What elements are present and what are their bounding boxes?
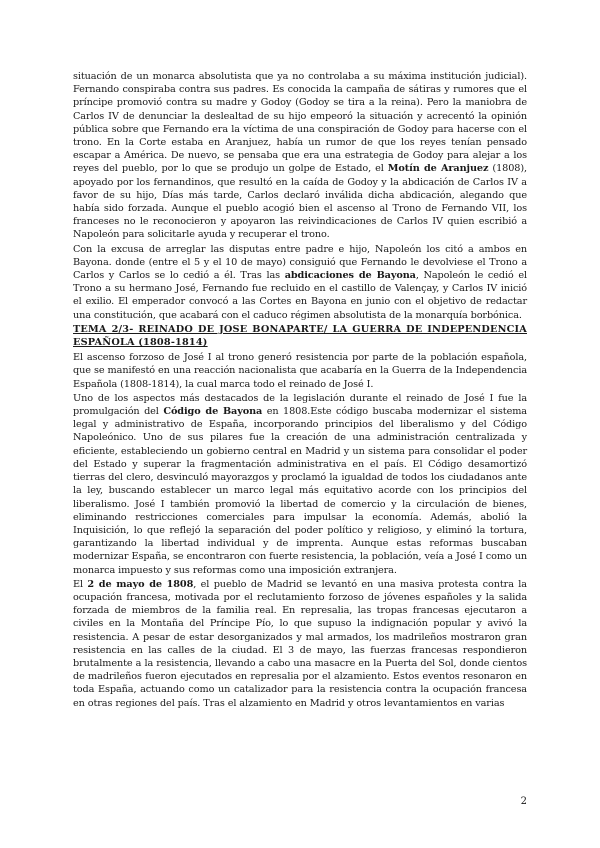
paragraph-text: situación de un monarca absolutista que ya no controlaba a su máxima institución judicial). Fernando conspiraba contra sus padres. Es conocida la campaña de sátiras y rumores que el príncipe promovió contra su madre y Godoy (Godoy se tira a la reina). Pero la maniobra de Carlos IV de denunciar la deslealtad de su hijo empeoró la situación y acrecentó la opinión pública sobre que Fernando era la víctima de una conspiración de Godoy para hacerse con el trono. En la Corte estaba en Aranjuez, había un rumor de que los reyes tenían pensado escapar a América. De nuevo, se pensaba que era una estrategia de Godoy para alejar a los reyes del pueblo, por lo que se produjo un golpe de Estado, el bbox=[73, 71, 527, 175]
bold-term-dos-de-mayo: 2 de mayo de 1808 bbox=[87, 578, 194, 590]
section-heading: TEMA 2/3- REINADO DE JOSE BONAPARTE/ LA GUERRA DE INDEPENDENCIA ESPAÑOLA (1808-1814) bbox=[73, 323, 527, 349]
paragraph-text: , el pueblo de Madrid se levantó en una masiva protesta contra la ocupación francesa, motivada por el reclutamiento forzoso de jóvenes españoles y la salida forzada de miembros de la familia real. En represalia, las tropas francesas ejecutaron a civiles en la Montaña del Príncipe Pío, lo que supuso la indignación popular y avivó la resistencia. A pesar de estar desorganizados y mal armados, los madrileños mostraron gran resistencia en las calles de la ciudad. El 3 de mayo, las fuerzas francesas respondieron brutalmente a la resistencia, llevando a cabo una masacre en la Puerta del Sol, donde cientos de madrileños fueron ejecutados en represalia por el alzamiento. Estos eventos resonaron en toda España, actuando como un catalizador para la resistencia contra la ocupación francesa en otras regiones del país. Tras el alzamiento en Madrid y otros levantamientos en varias bbox=[73, 578, 527, 709]
bold-term-codigo-bayona: Código de Bayona bbox=[163, 406, 263, 418]
page-content bbox=[73, 70, 527, 711]
paragraph-ascenso-jose: El ascenso forzoso de José I al trono generó resistencia por parte de la población española, que se manifestó en una reacción nacionalista que acabaría en la Guerra de la Independencia Española (1808-1814), la cual marca todo el reinado de José I. bbox=[73, 352, 527, 390]
paragraph-text: en 1808.Este código buscaba modernizar el sistema legal y administrativo de España, incorporando principios del liberalismo y del Código Napoleónico. Uno de sus pilares fue la creación de una administración centralizada y eficiente, estableciendo un gobierno central en Madrid y un sistema para consolidar el poder del Estado y superar la fragmentación administrativa en el país. El Código desamortizó tierras del clero, desvinculó mayorazgos y proclamó la igualdad de todos los ciudadanos ante la ley, buscando establecer un marco legal más equitativo acorde con los principios del liberalismo. José I también promovió la libertad de comercio y la circulación de bienes, eliminando restricciones comerciales para impulsar la economía. Además, abolió la Inquisición, lo que reflejó la separación del poder político y religioso, y eliminó la tortura, garantizando la libertad individual y de imprenta. Aunque estas reformas buscaban modernizar España, se encontraron con fuerte resistencia, la población, veía a José I como un monarca impuesto y sus reformas como una imposición extranjera. bbox=[73, 406, 527, 576]
paragraph-text: El bbox=[73, 578, 88, 590]
paragraph-codigo-bayona bbox=[73, 392, 527, 577]
paragraph-text: Uno de los aspectos más destacados de la legislación durante el reinado de José I fue la promulgación del bbox=[73, 392, 527, 418]
paragraph-text: , Napoleón le cedió el Trono a su hermano José, Fernando fue recluido en el castillo de Valençay, y Carlos IV inició el exilio. El emperador convocó a las Cortes en Bayona en junio con el objetivo de redactar una constitución, que acabará con el caduco régimen absolutista de la monarquía borbónica. bbox=[73, 270, 527, 321]
page-number: 2 bbox=[520, 796, 527, 807]
paragraph-bayona bbox=[73, 243, 527, 322]
paragraph-text: (1808), apoyado por los fernandinos, que resultó en la caída de Godoy y la abdicación de Carlos IV a favor de su hijo, Días más tarde, Carlos declaró inválida dicha abdicación, alegando que había sido forzada. Aunque el pueblo acogió bien el ascenso al Trono de Fernando VII, los franceses no le reconocieron y apoyaron las reivindicaciones de Carlos IV quien escribió a Napoleón para solicitarle ayuda y recuperar el trono. bbox=[73, 163, 527, 241]
paragraph-dos-de-mayo bbox=[73, 578, 527, 710]
paragraph-motin-aranjuez bbox=[73, 70, 527, 242]
bold-term-motin-aranjuez: Motín de Aranjuez bbox=[387, 163, 489, 175]
paragraph-text: Con la excusa de arreglar las disputas entre padre e hijo, Napoleón los citó a ambos en Bayona. donde (entre el 5 y el 10 de mayo) consiguió que Fernando le devolviese el Trono a Carlos y Carlos se lo cedió a él. Tras las bbox=[73, 243, 527, 282]
bold-term-abdicaciones-bayona: abdicaciones de Bayona bbox=[284, 270, 416, 282]
